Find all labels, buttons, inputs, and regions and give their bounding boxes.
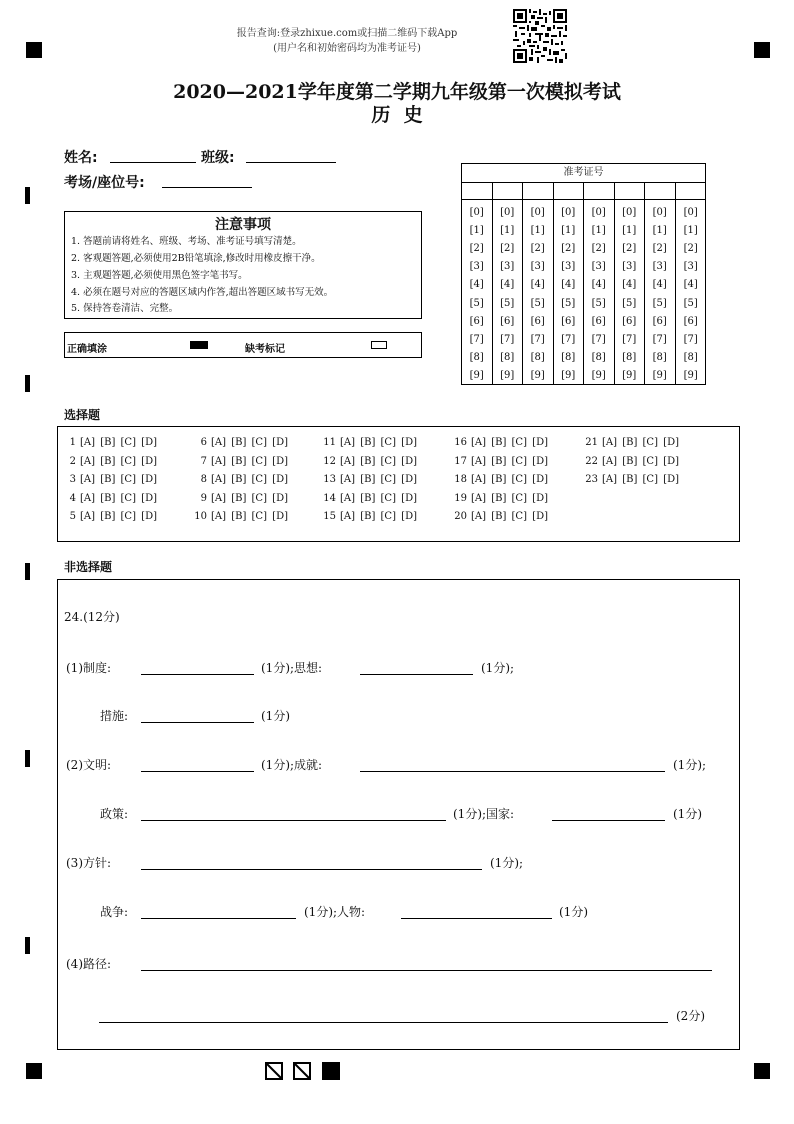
qr-code-icon: [513, 9, 567, 63]
part-2-label: (2)文明:: [66, 758, 112, 772]
choice-option-bubbles[interactable]: [A] [B] [C] [D]: [340, 474, 417, 486]
exam-id-digit-bubble[interactable]: [8]: [500, 351, 515, 363]
notice-item: 5. 保持答卷清洁、完整。: [71, 303, 179, 314]
exam-id-digit-bubble[interactable]: [3]: [530, 261, 545, 273]
choice-option-bubbles[interactable]: [A] [B] [C] [D]: [80, 511, 157, 523]
choice-question-number: 11: [323, 437, 336, 448]
exam-id-write-cell[interactable]: [462, 182, 492, 200]
exam-id-digit-bubble[interactable]: [0]: [622, 207, 637, 218]
exam-id-digit-bubble[interactable]: [7]: [500, 333, 515, 345]
choice-question-number: 4: [69, 492, 76, 504]
name-field[interactable]: [110, 148, 196, 163]
class-field[interactable]: [246, 148, 336, 163]
exam-id-digit-bubble[interactable]: [4]: [683, 279, 698, 291]
header-line-1: 报告查询:登录zhixue.com或扫描二维码下载App: [236, 28, 458, 39]
exam-id-digit-bubble[interactable]: [8]: [591, 351, 606, 363]
exam-id-digit-bubble[interactable]: [6]: [622, 315, 637, 327]
exam-id-column: [523, 182, 554, 384]
exam-id-digit-bubble[interactable]: [1]: [652, 225, 667, 237]
exam-id-digit-bubble[interactable]: [1]: [469, 225, 484, 237]
exam-id-write-cell[interactable]: [554, 182, 584, 200]
choice-question-number: 16: [454, 437, 467, 448]
choice-question-item: [320, 493, 417, 504]
page-mark-solid-icon: [322, 1062, 340, 1080]
part-1-label: (1)制度:: [66, 661, 112, 675]
choice-option-bubbles[interactable]: [A] [B] [C] [D]: [602, 474, 679, 486]
exam-id-digit-bubble[interactable]: [4]: [530, 279, 545, 291]
exam-id-title: 准考证号: [462, 164, 705, 183]
choice-question-item: [320, 474, 417, 485]
part-1b-score: (1分): [261, 709, 290, 723]
header-line-2: (用户名和初始密码均为准考证号): [273, 43, 421, 54]
exam-id-digit-bubble[interactable]: [9]: [561, 369, 576, 381]
choice-option-bubbles[interactable]: [A] [B] [C] [D]: [80, 455, 157, 467]
absent-mark-label: 缺考标记: [245, 344, 285, 355]
exam-id-digit-bubble[interactable]: [3]: [622, 261, 637, 273]
exam-id-digit-bubble[interactable]: [5]: [622, 297, 637, 309]
choice-option-bubbles[interactable]: [A] [B] [C] [D]: [471, 474, 548, 486]
exam-id-digit-bubble[interactable]: [4]: [622, 279, 637, 291]
exam-id-digit-bubble[interactable]: [3]: [469, 261, 484, 273]
exam-id-digit-bubble[interactable]: [2]: [500, 243, 515, 255]
exam-id-digit-bubble[interactable]: [1]: [591, 225, 606, 237]
exam-id-digit-bubble[interactable]: [9]: [469, 369, 484, 381]
corner-mark-bottom-left: [26, 1063, 42, 1079]
exam-id-column: [615, 182, 646, 384]
exam-id-digit-bubble[interactable]: [7]: [683, 333, 698, 345]
person-answer-field[interactable]: [401, 904, 552, 919]
part-2b-score-2: (1分): [673, 807, 702, 821]
timing-mark: [25, 750, 30, 767]
choice-option-bubbles[interactable]: [A] [B] [C] [D]: [211, 511, 288, 523]
exam-id-digit-bubble[interactable]: [2]: [622, 243, 637, 255]
absent-mark-checkbox[interactable]: [371, 341, 387, 349]
exam-id-digit-bubble[interactable]: [5]: [683, 297, 698, 309]
choice-option-bubbles[interactable]: [A] [B] [C] [D]: [80, 437, 157, 448]
exam-id-digit-bubble[interactable]: [1]: [683, 225, 698, 237]
exam-id-grid: [461, 163, 706, 385]
exam-id-digit-bubble[interactable]: [1]: [622, 225, 637, 237]
exam-id-digit-bubble[interactable]: [7]: [652, 333, 667, 345]
exam-id-digit-bubble[interactable]: [9]: [683, 369, 698, 381]
exam-id-digit-bubble[interactable]: [6]: [469, 315, 484, 327]
choice-question-number: 20: [454, 511, 467, 523]
choice-question-number: 17: [454, 455, 467, 467]
corner-mark-top-right: [754, 42, 770, 58]
choice-option-bubbles[interactable]: [A] [B] [C] [D]: [211, 492, 288, 504]
exam-id-digit-bubble[interactable]: [0]: [591, 207, 606, 218]
part-3b-score: (1分);人物:: [304, 905, 366, 919]
name-label: 姓名:: [64, 150, 98, 166]
choice-question-number: 13: [323, 474, 336, 486]
exam-id-column: [493, 182, 524, 384]
exam-id-column: [584, 182, 615, 384]
notice-box: [64, 211, 422, 319]
exam-id-digit-bubble[interactable]: [4]: [500, 279, 515, 291]
exam-id-digit-bubble[interactable]: [3]: [683, 261, 698, 273]
notice-title: 注意事项: [215, 217, 271, 233]
corner-mark-bottom-right: [754, 1063, 770, 1079]
exam-id-digit-bubble[interactable]: [4]: [652, 279, 667, 291]
choice-question-number: 7: [200, 455, 207, 467]
exam-id-digit-bubble[interactable]: [5]: [469, 297, 484, 309]
exam-id-write-cell[interactable]: [584, 182, 614, 200]
choice-option-bubbles[interactable]: [A] [B] [C] [D]: [471, 511, 548, 523]
exam-id-digit-bubble[interactable]: [0]: [469, 207, 484, 218]
choice-question-item: [451, 437, 548, 448]
choice-question-number: 21: [585, 437, 598, 448]
choice-question-number: 19: [454, 492, 467, 504]
exam-id-column: [554, 182, 585, 384]
exam-id-digit-bubble[interactable]: [3]: [561, 261, 576, 273]
exam-id-digit-bubble[interactable]: [3]: [591, 261, 606, 273]
choice-option-bubbles[interactable]: [A] [B] [C] [D]: [340, 455, 417, 467]
exam-id-column: [462, 182, 493, 384]
choice-question-item: [60, 493, 157, 504]
choice-question-number: 18: [454, 474, 467, 486]
exam-id-digit-bubble[interactable]: [9]: [622, 369, 637, 381]
exam-id-digit-bubble[interactable]: [5]: [500, 297, 515, 309]
notice-item: 4. 必须在题号对应的答题区域内作答,超出答题区域书写无效。: [71, 287, 334, 298]
exam-id-digit-bubble[interactable]: [7]: [530, 333, 545, 345]
subject-title: 历 史: [371, 104, 423, 126]
exam-id-write-cell[interactable]: [615, 182, 645, 200]
choice-question-number: 14: [323, 492, 336, 504]
exam-id-digit-bubble[interactable]: [1]: [500, 225, 515, 237]
exam-id-digit-bubble[interactable]: [6]: [683, 315, 698, 327]
exam-id-digit-bubble[interactable]: [2]: [561, 243, 576, 255]
exam-id-digit-bubble[interactable]: [6]: [500, 315, 515, 327]
choice-question-item: [191, 456, 288, 467]
choice-question-item: [451, 511, 548, 522]
choice-option-bubbles[interactable]: [A] [B] [C] [D]: [211, 474, 288, 486]
choice-question-number: 9: [200, 492, 207, 504]
nonchoice-section-label: 非选择题: [64, 560, 113, 574]
exam-id-write-cell[interactable]: [676, 182, 707, 200]
page-mark-crossed-icon: [265, 1062, 283, 1080]
choice-option-bubbles[interactable]: [A] [B] [C] [D]: [211, 437, 288, 448]
exam-id-digit-bubble[interactable]: [8]: [530, 351, 545, 363]
exam-id-digit-bubble[interactable]: [0]: [530, 207, 545, 218]
question-24-heading: 24.(12分): [64, 610, 120, 624]
exam-id-digit-bubble[interactable]: [1]: [530, 225, 545, 237]
timing-mark: [25, 563, 30, 580]
exam-id-digit-bubble[interactable]: [9]: [500, 369, 515, 381]
exam-id-write-cell[interactable]: [645, 182, 675, 200]
choice-question-number: 22: [585, 455, 598, 467]
exam-id-digit-bubble[interactable]: [4]: [591, 279, 606, 291]
choice-question-number: 3: [69, 474, 76, 486]
exam-id-digit-bubble[interactable]: [7]: [622, 333, 637, 345]
choice-question-number: 8: [200, 474, 207, 486]
exam-id-digit-bubble[interactable]: [7]: [591, 333, 606, 345]
achievement-answer-field[interactable]: [360, 757, 665, 772]
exam-id-digit-bubble[interactable]: [0]: [683, 207, 698, 218]
seat-label: 考场/座位号:: [64, 175, 145, 191]
choice-option-bubbles[interactable]: [A] [B] [C] [D]: [471, 492, 548, 504]
choice-question-number: 5: [69, 511, 76, 523]
exam-id-digit-bubble[interactable]: [4]: [561, 279, 576, 291]
exam-id-digit-bubble[interactable]: [5]: [591, 297, 606, 309]
path-answer-field-line-1[interactable]: [141, 956, 712, 971]
choice-option-bubbles[interactable]: [A] [B] [C] [D]: [602, 455, 679, 467]
choice-question-item: [60, 474, 157, 485]
exam-id-digit-bubble[interactable]: [6]: [652, 315, 667, 327]
exam-id-digit-bubble[interactable]: [3]: [652, 261, 667, 273]
exam-id-digit-bubble[interactable]: [2]: [469, 243, 484, 255]
exam-id-digit-bubble[interactable]: [0]: [652, 207, 667, 218]
choice-question-item: [191, 474, 288, 485]
choice-question-item: [451, 456, 548, 467]
part-3-score: (1分);: [490, 856, 524, 870]
exam-id-column: [676, 182, 707, 384]
civilization-answer-field[interactable]: [141, 757, 254, 772]
part-1b-label: 措施:: [100, 709, 129, 723]
choice-question-item: [60, 456, 157, 467]
exam-id-digit-bubble[interactable]: [8]: [469, 351, 484, 363]
choice-question-item: [320, 456, 417, 467]
exam-id-digit-bubble[interactable]: [5]: [652, 297, 667, 309]
choice-option-bubbles[interactable]: [A] [B] [C] [D]: [471, 455, 548, 467]
choice-question-item: [582, 456, 679, 467]
part-2-score-2: (1分);: [673, 758, 707, 772]
choice-option-bubbles[interactable]: [A] [B] [C] [D]: [602, 437, 679, 448]
choice-question-number: 15: [323, 511, 336, 523]
part-4-label: (4)路径:: [66, 957, 112, 971]
choice-question-item: [451, 474, 548, 485]
exam-id-digit-bubble[interactable]: [8]: [561, 351, 576, 363]
choice-option-bubbles[interactable]: [A] [B] [C] [D]: [340, 511, 417, 523]
choice-question-number: 6: [200, 437, 207, 448]
notice-item: 1. 答题前请将姓名、班级、考场、准考证号填写清楚。: [71, 236, 302, 247]
exam-id-digit-bubble[interactable]: [9]: [530, 369, 545, 381]
exam-id-digit-bubble[interactable]: [4]: [469, 279, 484, 291]
exam-id-digit-bubble[interactable]: [2]: [530, 243, 545, 255]
choice-option-bubbles[interactable]: [A] [B] [C] [D]: [471, 437, 548, 448]
war-answer-field[interactable]: [141, 904, 296, 919]
guideline-answer-field[interactable]: [141, 855, 482, 870]
choice-option-bubbles[interactable]: [A] [B] [C] [D]: [211, 455, 288, 467]
exam-id-digit-bubble[interactable]: [7]: [469, 333, 484, 345]
choice-question-item: [582, 437, 679, 448]
exam-id-digit-bubble[interactable]: [8]: [652, 351, 667, 363]
choice-question-item: [320, 511, 417, 522]
choice-question-number: 12: [323, 455, 336, 467]
choice-question-item: [191, 493, 288, 504]
choice-question-item: [451, 493, 548, 504]
exam-title: 2020—2021学年度第二学期九年级第一次模拟考试: [173, 81, 621, 103]
choice-question-item: [191, 437, 288, 448]
notice-item: 3. 主观题答题,必须使用黑色签字笔书写。: [71, 270, 248, 281]
exam-id-digit-bubble[interactable]: [2]: [591, 243, 606, 255]
choice-question-number: 1: [69, 437, 76, 448]
exam-id-digit-bubble[interactable]: [7]: [561, 333, 576, 345]
choice-question-item: [60, 511, 157, 522]
country-answer-field[interactable]: [552, 806, 665, 821]
part-1-score-2: (1分);: [481, 661, 515, 675]
choice-question-item: [191, 511, 288, 522]
thought-answer-field[interactable]: [360, 660, 473, 675]
policy-answer-field[interactable]: [141, 806, 446, 821]
correct-fill-label: 正确填涂: [67, 344, 107, 355]
choice-option-bubbles[interactable]: [A] [B] [C] [D]: [80, 492, 157, 504]
part-3b-label: 战争:: [100, 905, 129, 919]
correct-fill-sample: [190, 341, 208, 349]
exam-id-column: [645, 182, 676, 384]
choice-question-item: [60, 437, 157, 448]
exam-id-digit-bubble[interactable]: [9]: [652, 369, 667, 381]
choice-question-item: [320, 437, 417, 448]
seat-field[interactable]: [162, 173, 252, 188]
choice-question-number: 23: [585, 474, 598, 486]
exam-id-digit-bubble[interactable]: [5]: [530, 297, 545, 309]
choice-question-number: 2: [69, 455, 76, 467]
exam-id-write-cell[interactable]: [493, 182, 523, 200]
exam-id-digit-bubble[interactable]: [5]: [561, 297, 576, 309]
exam-id-digit-bubble[interactable]: [6]: [530, 315, 545, 327]
choice-question-number: 10: [194, 511, 207, 523]
timing-mark: [25, 937, 30, 954]
exam-id-digit-bubble[interactable]: [6]: [591, 315, 606, 327]
exam-id-digit-bubble[interactable]: [0]: [561, 207, 576, 218]
fill-legend-box: [64, 332, 422, 358]
measure-answer-field[interactable]: [141, 708, 254, 723]
exam-id-digit-bubble[interactable]: [0]: [500, 207, 515, 218]
part-2b-label: 政策:: [100, 807, 129, 821]
exam-id-digit-bubble[interactable]: [9]: [591, 369, 606, 381]
system-answer-field[interactable]: [141, 660, 254, 675]
part-3b-score-2: (1分): [559, 905, 588, 919]
part-4-score: (2分): [676, 1009, 705, 1023]
corner-mark-top-left: [26, 42, 42, 58]
choice-question-item: [582, 474, 679, 485]
choice-box: [57, 426, 740, 542]
timing-mark: [25, 375, 30, 392]
part-2-score: (1分);成就:: [261, 758, 323, 772]
choice-option-bubbles[interactable]: [A] [B] [C] [D]: [340, 437, 417, 448]
part-3-label: (3)方针:: [66, 856, 112, 870]
exam-id-digit-bubble[interactable]: [2]: [683, 243, 698, 255]
choice-option-bubbles[interactable]: [A] [B] [C] [D]: [80, 474, 157, 486]
exam-id-digit-bubble[interactable]: [3]: [500, 261, 515, 273]
exam-id-digit-bubble[interactable]: [2]: [652, 243, 667, 255]
class-label: 班级:: [201, 150, 235, 166]
part-2b-score: (1分);国家:: [453, 807, 515, 821]
timing-mark: [25, 187, 30, 204]
exam-id-write-cell[interactable]: [523, 182, 553, 200]
exam-id-digit-bubble[interactable]: [8]: [683, 351, 698, 363]
exam-id-digit-bubble[interactable]: [1]: [561, 225, 576, 237]
part-1-score: (1分);思想:: [261, 661, 323, 675]
exam-id-digit-bubble[interactable]: [6]: [561, 315, 576, 327]
path-answer-field-line-2[interactable]: [99, 1008, 668, 1023]
choice-section-label: 选择题: [64, 408, 101, 422]
notice-item: 2. 客观题答题,必须使用2B铅笔填涂,修改时用橡皮擦干净。: [71, 253, 321, 264]
choice-option-bubbles[interactable]: [A] [B] [C] [D]: [340, 492, 417, 504]
page-mark-crossed-icon: [293, 1062, 311, 1080]
exam-id-digit-bubble[interactable]: [8]: [622, 351, 637, 363]
